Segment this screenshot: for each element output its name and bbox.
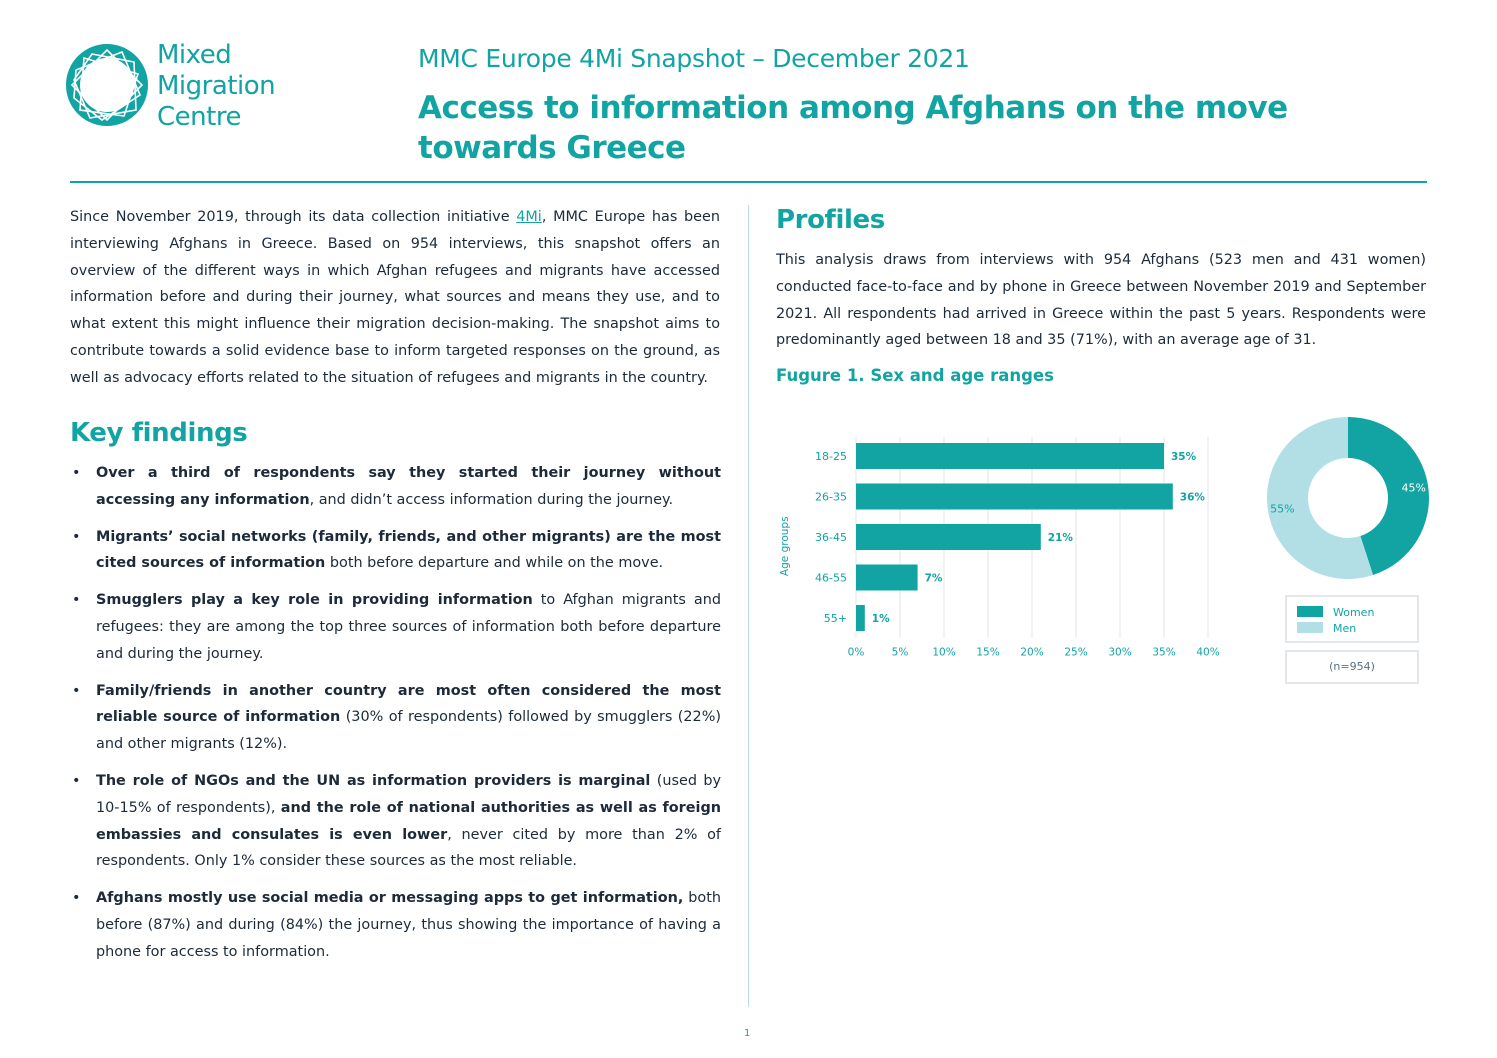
profiles-paragraph: This analysis draws from interviews with 954 Afghans (523 men and 431 women) conducted face-to-face and by phone in Greece between November 2019 and September 2021. All respondents had arrived in Greece within the past 5 years. Respondents were predominantly aged between 18 and 35 (71%), with an average age of 31. bbox=[776, 252, 1426, 349]
slice-label: 55% bbox=[1270, 502, 1295, 516]
4mi-link[interactable]: 4Mi bbox=[516, 209, 542, 225]
list-item bbox=[70, 768, 721, 875]
column-divider bbox=[748, 205, 749, 1007]
intro-paragraph bbox=[70, 204, 720, 392]
logo-line-1: Mixed bbox=[157, 40, 232, 70]
document-title: Access to information among Afghans on the move towards Greece bbox=[418, 90, 1288, 166]
sex-donut-chart bbox=[1262, 412, 1434, 584]
y-axis-label: Age groups bbox=[779, 516, 791, 577]
x-tick-label: 10% bbox=[932, 646, 956, 659]
finding-bold: Migrants’ social networks (family, friends, and other migrants) are the most cited sources of information bbox=[96, 528, 721, 572]
data-label: 35% bbox=[1171, 451, 1197, 463]
bar-55+ bbox=[856, 605, 865, 631]
finding-bold: Family/friends in another country are most often considered the most reliable source of information bbox=[96, 682, 721, 726]
list-item bbox=[70, 678, 721, 758]
document-subtitle: MMC Europe 4Mi Snapshot – December 2021 bbox=[418, 44, 970, 73]
list-item bbox=[70, 524, 721, 578]
data-label: 1% bbox=[871, 613, 890, 625]
finding-text: (used by 10-15% of respondents), bbox=[96, 772, 721, 816]
finding-bold: Over a third of respondents say they started their journey without accessing any information bbox=[96, 465, 721, 508]
finding-text: , and didn’t access information during the journey. bbox=[309, 491, 674, 508]
key-findings-list bbox=[70, 460, 721, 976]
x-tick-label: 40% bbox=[1196, 646, 1220, 659]
list-item bbox=[70, 460, 721, 514]
x-tick-label: 20% bbox=[1020, 646, 1044, 659]
x-tick-label: 0% bbox=[847, 646, 865, 659]
list-item bbox=[70, 587, 721, 667]
intro-text-end: , MMC Europe has been interviewing Afghans in Greece. Based on 954 interviews, this snapshot offers an overview of the different ways in which Afghan refugees and migrants have accessed information before and during their journey, what sources and means they use, and to what extent this might influence their migration decision-making. The snapshot aims to contribute towards a solid evidence base to inform targeted responses on the ground, as well as advocacy efforts related to the situation of refugees and migrants in the country. bbox=[70, 209, 720, 386]
page-number: 1 bbox=[744, 1028, 751, 1039]
finding-text-2: , never cited by more than 2% of respondents. Only 1% consider these sources as the most reliable. bbox=[96, 826, 721, 870]
sample-size-note: (n=954) bbox=[1285, 650, 1419, 684]
x-tick-label: 35% bbox=[1152, 646, 1176, 659]
intro-text-start: Since November 2019, through its data collection initiative bbox=[70, 209, 517, 225]
category-label: 18-25 bbox=[815, 450, 847, 463]
bar-36-45 bbox=[856, 524, 1041, 550]
bar-46-55 bbox=[856, 565, 918, 591]
legend-swatch-women bbox=[1297, 606, 1323, 617]
legend-item-men bbox=[1297, 622, 1356, 635]
x-tick-label: 25% bbox=[1064, 646, 1088, 659]
mmc-logo bbox=[62, 40, 302, 132]
category-label: 36-45 bbox=[815, 531, 847, 544]
logo-line-3: Centre bbox=[157, 102, 241, 132]
legend-label-women: Women bbox=[1333, 606, 1375, 619]
finding-bold: The role of NGOs and the UN as information providers is marginal bbox=[96, 772, 651, 789]
mmc-globe-logo-icon bbox=[62, 40, 152, 130]
category-label: 46-55 bbox=[815, 571, 847, 585]
figure-title: Fugure 1. Sex and age ranges bbox=[776, 366, 1054, 385]
age-bar-chart bbox=[770, 425, 1240, 675]
header-divider bbox=[70, 181, 1427, 183]
category-label: 55+ bbox=[823, 612, 847, 625]
data-label: 36% bbox=[1179, 491, 1205, 504]
finding-text: both before departure and while on the move. bbox=[325, 555, 664, 572]
finding-text: both before (87%) and during (84%) the journey, thus showing the importance of having a phone for access to information. bbox=[96, 890, 721, 960]
key-findings-heading: Key findings bbox=[70, 418, 248, 448]
bar-18-25 bbox=[856, 443, 1164, 469]
category-label: 26-35 bbox=[815, 490, 847, 504]
data-label: 7% bbox=[924, 572, 943, 585]
finding-text: to Afghan migrants and refugees: they are among the top three sources of information both before departure and during the journey. bbox=[96, 592, 721, 662]
finding-bold-2: and the role of national authorities as well as foreign embassies and consulates is even lower bbox=[96, 799, 721, 843]
logo-wordmark bbox=[157, 40, 275, 133]
slice-label: 45% bbox=[1401, 481, 1426, 495]
logo-line-2: Migration bbox=[157, 71, 276, 101]
legend-swatch-men bbox=[1297, 622, 1323, 633]
legend-label-men: Men bbox=[1333, 622, 1357, 635]
data-label: 21% bbox=[1047, 532, 1073, 544]
finding-text: (30% of respondents) followed by smugglers (22%) and other migrants (12%). bbox=[96, 709, 721, 753]
donut-legend bbox=[1285, 595, 1419, 643]
bar-26-35 bbox=[856, 484, 1173, 510]
x-tick-label: 30% bbox=[1108, 646, 1132, 659]
x-tick-label: 15% bbox=[976, 646, 1000, 659]
list-item bbox=[70, 885, 721, 965]
finding-bold: Smugglers play a key role in providing information bbox=[96, 592, 533, 609]
finding-bold: Afghans mostly use social media or messaging apps to get information, bbox=[96, 890, 684, 907]
profiles-heading: Profiles bbox=[776, 205, 885, 235]
x-tick-label: 5% bbox=[891, 646, 909, 659]
legend-item-women bbox=[1297, 606, 1374, 619]
